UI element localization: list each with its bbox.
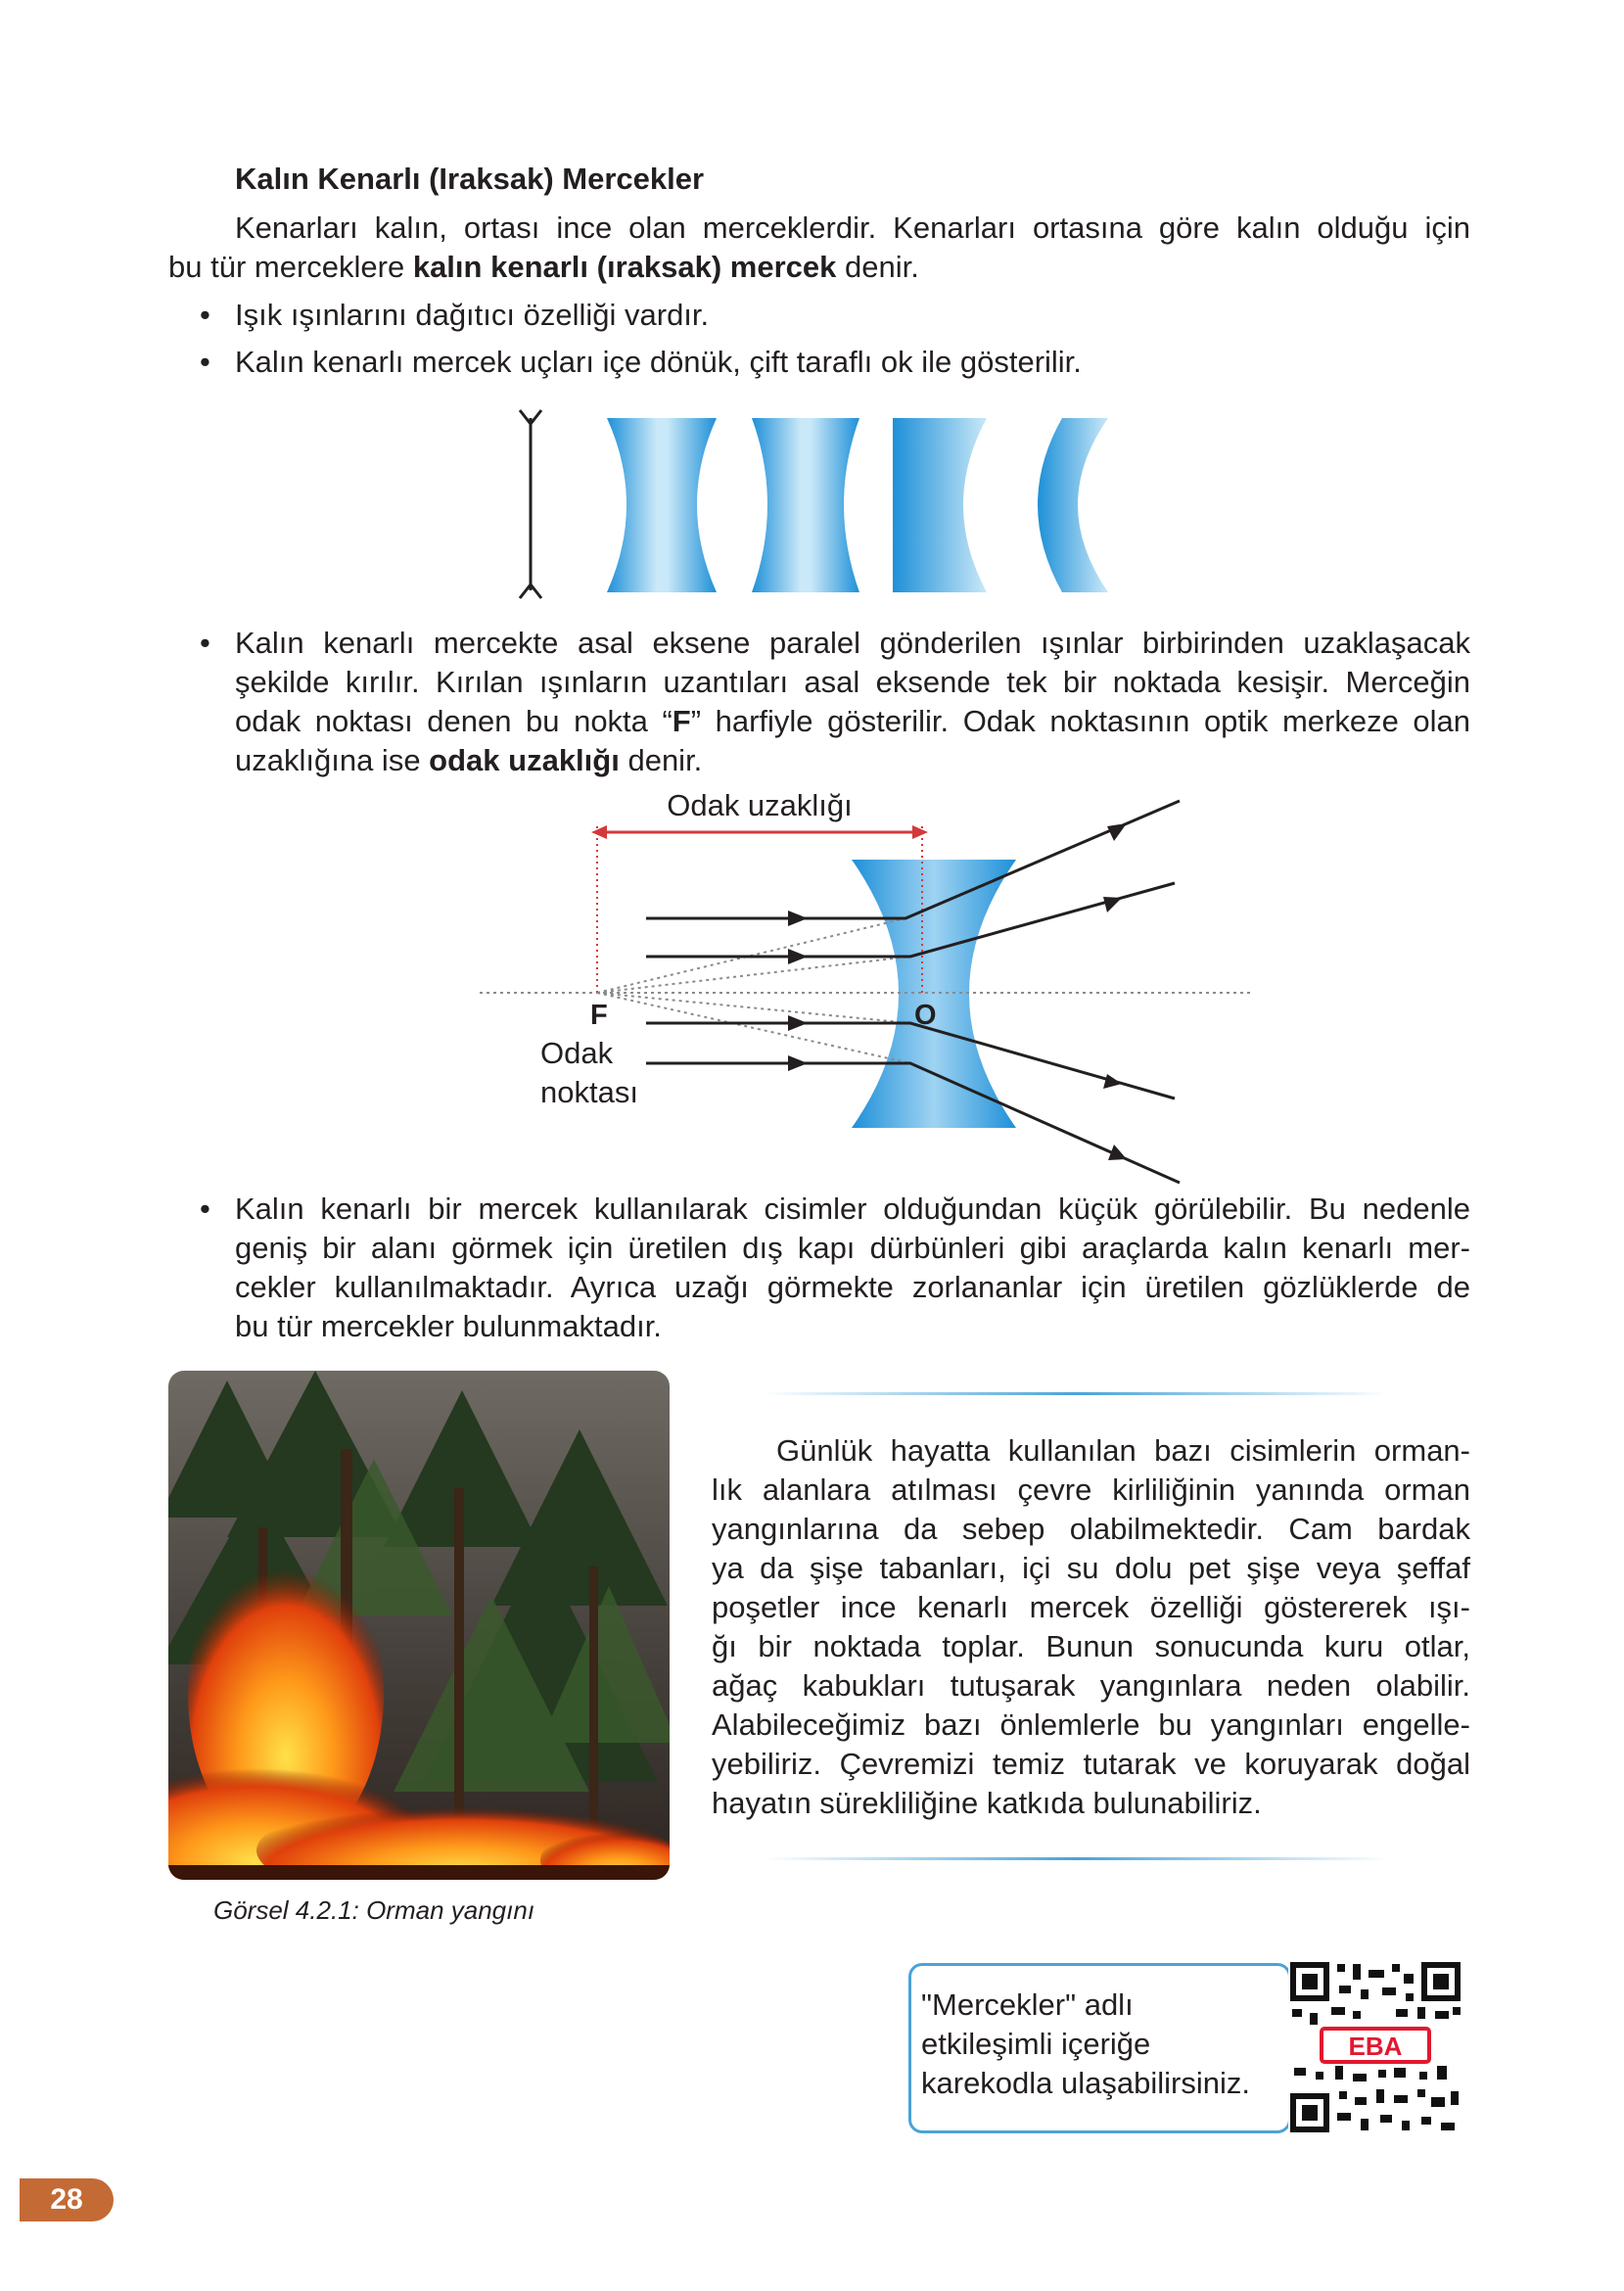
qr-info-box (908, 1963, 1291, 2133)
plano-concave-lens-icon (893, 418, 987, 592)
focus-label-line-1: Odak (540, 1036, 614, 1070)
focal-length-label: Odak uzaklığı (667, 788, 853, 822)
qr-code-icon[interactable] (1288, 1960, 1462, 2134)
focus-bullet (200, 624, 1471, 780)
bullet-item: • Işık ışınlarını dağıtıcı özelliği vardır. (235, 296, 709, 335)
focus-label-line-2: noktası (540, 1075, 638, 1109)
term-focal-length: odak uzaklığı (429, 743, 620, 777)
bullet-dot: • (200, 626, 210, 660)
focus-line-3: odak noktası denen bu nokta “F” harfiyle gösterilir. Odak noktasının optik merkeze olan (235, 704, 1471, 738)
bullet-item: • Kalın kenarlı mercek uçları içe dönük, çift taraflı ok ile gösterilir. (235, 343, 1082, 382)
page-number: 28 (20, 2178, 114, 2221)
plano-concave-lens-icon (752, 418, 859, 592)
focus-line-2: şekilde kırılır. Kırılan ışınların uzantıları asal eksende tek bir noktada kesişir. Merceğin (235, 665, 1470, 699)
info-top-rule (764, 1392, 1390, 1398)
ray-diagram (470, 783, 1273, 1194)
section-heading: Kalın Kenarlı (Iraksak) Mercekler (235, 162, 705, 196)
virtual-ray-extensions (597, 918, 910, 1063)
bullet-dot: • (200, 345, 210, 379)
lens-symbol-icon (520, 410, 541, 598)
photo-caption: Görsel 4.2.1: Orman yangını (213, 1895, 535, 1925)
forest-fire-photo (168, 1371, 670, 1880)
lens-shapes-illustration (509, 406, 1116, 602)
term-diverging-lens: kalın kenarlı (ıraksak) mercek (412, 250, 837, 284)
intro-line-1: Kenarları kalın, ortası ince olan merceklerdir. Kenarları ortasına göre kalın olduğu için (235, 210, 1470, 245)
focus-line-1: Kalın kenarlı mercekte asal eksene paralel gönderilen ışınlar birbirinden uzaklaşacak (235, 626, 1470, 660)
bullet-dot: • (200, 1192, 210, 1226)
focus-point-letter: F (590, 1000, 608, 1031)
optical-center-letter: O (914, 1000, 937, 1031)
biconcave-lens-icon (607, 418, 717, 592)
focus-line-4: uzaklığına ise odak uzaklığı denir. (235, 743, 703, 777)
intro-line-2: bu tür merceklere kalın kenarlı (ıraksak) mercek denir. (168, 250, 919, 284)
focal-length-arrow (591, 825, 928, 839)
info-bottom-rule (764, 1857, 1390, 1863)
qr-box-text: "Mercekler" adlı etkileşimli içeriğe karekodla ulaşabilirsiniz. (921, 1987, 1250, 2100)
info-box-text: Günlük hayatta kullanılan bazı cisimlerin orman- lık alanlara atılması çevre kirliliğinin yanında orman yangınlarına da sebep olabilmektedir. Cam bardak ya da şişe tabanları, içi su dolu pet şişe veya şeffaf poşetler ince kenarlı mercek özelliği göstererek ışı- ğı bir noktada toplar. Bunun sonucunda kuru otlar, ağaç kabukları tutuşarak yangınlara neden olabilir. Alabileceğimiz bazı önlemlerle bu yangınları engelle- yebiliriz. Çevremizi temiz tutarak ve koruyarak doğal hayatın sürekliliğine katkıda bulunabiliriz. (712, 1433, 1470, 1820)
usage-bullet: • Kalın kenarlı bir mercek kullanılarak cisimler olduğundan küçük görülebilir. Bu nedenle geniş bir alanı görmek için üretilen dış kapı dürbünleri gibi araçlarda kalın kenarlı mer- cekler kullanılmaktadır. Ayrıca uzağı görmekte zorlananlar için üretilen gözlüklerde de bu tür mercekler bulunmaktadır. (200, 1192, 1470, 1343)
qr-logo-text: EBA (1348, 2032, 1403, 2061)
concavo-convex-lens-icon (1038, 418, 1108, 592)
bullet-dot: • (200, 298, 210, 332)
